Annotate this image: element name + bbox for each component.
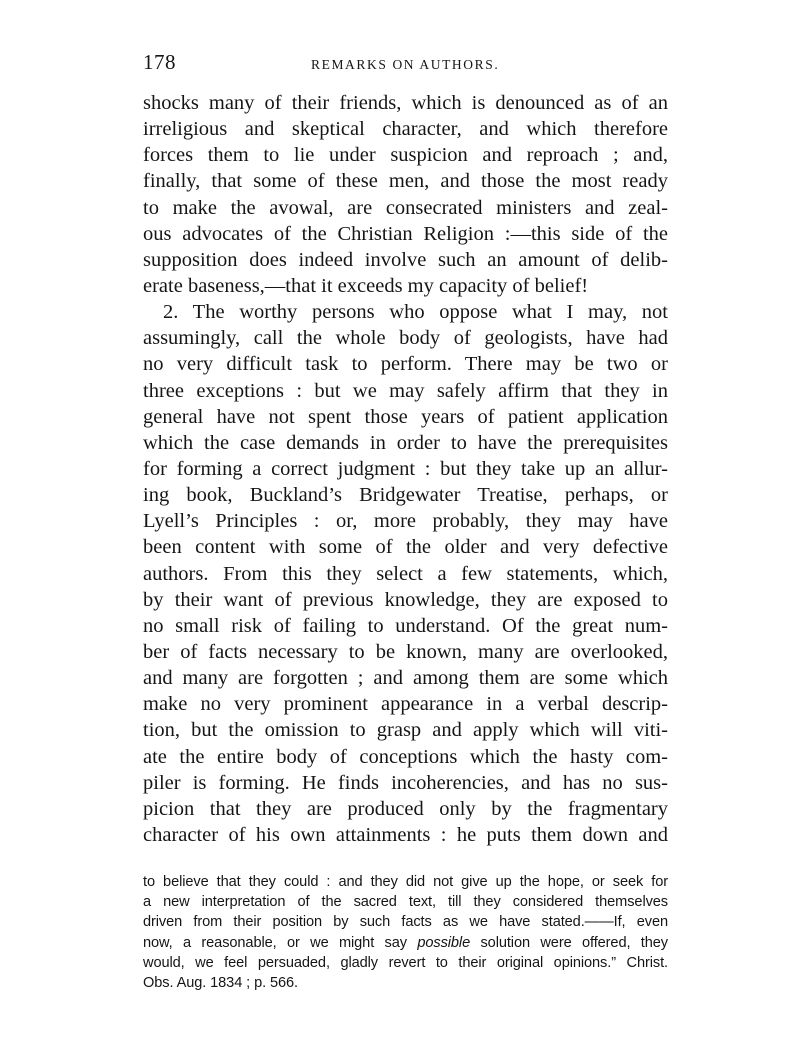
text-line: no very difficult task to perform. There may be two or — [143, 353, 668, 376]
main-text — [143, 90, 668, 848]
text-line: no small risk of failing to understand. Of the great num- — [143, 614, 668, 637]
paragraph-start-line: 2. The worthy persons who oppose what I may, not — [163, 301, 668, 324]
text-line: supposition does indeed involve such an amount of delib- — [143, 248, 668, 271]
running-title: REMARKS ON AUTHORS. — [311, 57, 500, 72]
footnote-line: a new interpretation of the sacred text, till they considered themselves — [143, 894, 668, 911]
footnote-line: driven from their position by such facts as we have stated.——If, even — [143, 914, 668, 931]
text-line: character of his own attainments : he puts them down and — [143, 823, 668, 846]
text-line: irreligious and skeptical character, and which therefore — [143, 118, 668, 141]
footnote-block — [143, 872, 668, 993]
text-line: forces them to lie under suspicion and reproach ; and, — [143, 144, 668, 167]
text-line: for forming a correct judgment : but they take up an allur- — [143, 457, 668, 480]
text-line: which the case demands in order to have the prerequisites — [143, 431, 668, 454]
text-line: by their want of previous knowledge, they are exposed to — [143, 588, 668, 611]
text-line: ing book, Buckland’s Bridgewater Treatise, perhaps, or — [143, 484, 668, 507]
text-line: ber of facts necessary to be known, many are overlooked, — [143, 640, 668, 663]
footnote-line: would, we feel persuaded, gladly revert to their original opinions.” Christ. — [143, 954, 668, 971]
text-line: authors. From this they select a few statements, which, — [143, 562, 668, 585]
page-number: 178 — [143, 50, 176, 74]
text-line: Lyell’s Principles : or, more probably, they may have — [143, 510, 668, 533]
footnote-line: now, a reasonable, or we might say possible solution were offered, they — [143, 934, 668, 951]
text-line: assumingly, call the whole body of geologists, have had — [143, 327, 668, 350]
text-line: finally, that some of these men, and those the most ready — [143, 170, 668, 193]
text-line: to make the avowal, are consecrated ministers and zeal- — [143, 196, 668, 219]
page-header — [143, 50, 668, 80]
text-line: ate the entire body of conceptions which the hasty com- — [143, 745, 668, 768]
footnote-line: Obs. Aug. 1834 ; p. 566. — [143, 974, 299, 991]
text-line: erate baseness,—that it exceeds my capacity of belief! — [143, 274, 589, 297]
text-line: ous advocates of the Christian Religion :—this side of the — [143, 222, 668, 245]
footnote-line: to believe that they could : and they did not give up the hope, or seek for — [143, 874, 668, 890]
text-line: general have not spent those years of patient application — [143, 405, 668, 428]
text-line: shocks many of their friends, which is denounced as of an — [143, 92, 668, 114]
text-line: three exceptions : but we may safely affirm that they in — [143, 379, 668, 402]
text-line: and many are forgotten ; and among them are some which — [143, 667, 668, 690]
text-line: make no very prominent appearance in a verbal descrip- — [143, 693, 668, 716]
text-line: been content with some of the older and very defective — [143, 536, 668, 559]
text-line: piler is forming. He finds incoherencies, and has no sus- — [143, 771, 668, 794]
text-line: picion that they are produced only by the fragmentary — [143, 797, 668, 820]
text-line: tion, but the omission to grasp and apply which will viti- — [143, 719, 668, 742]
